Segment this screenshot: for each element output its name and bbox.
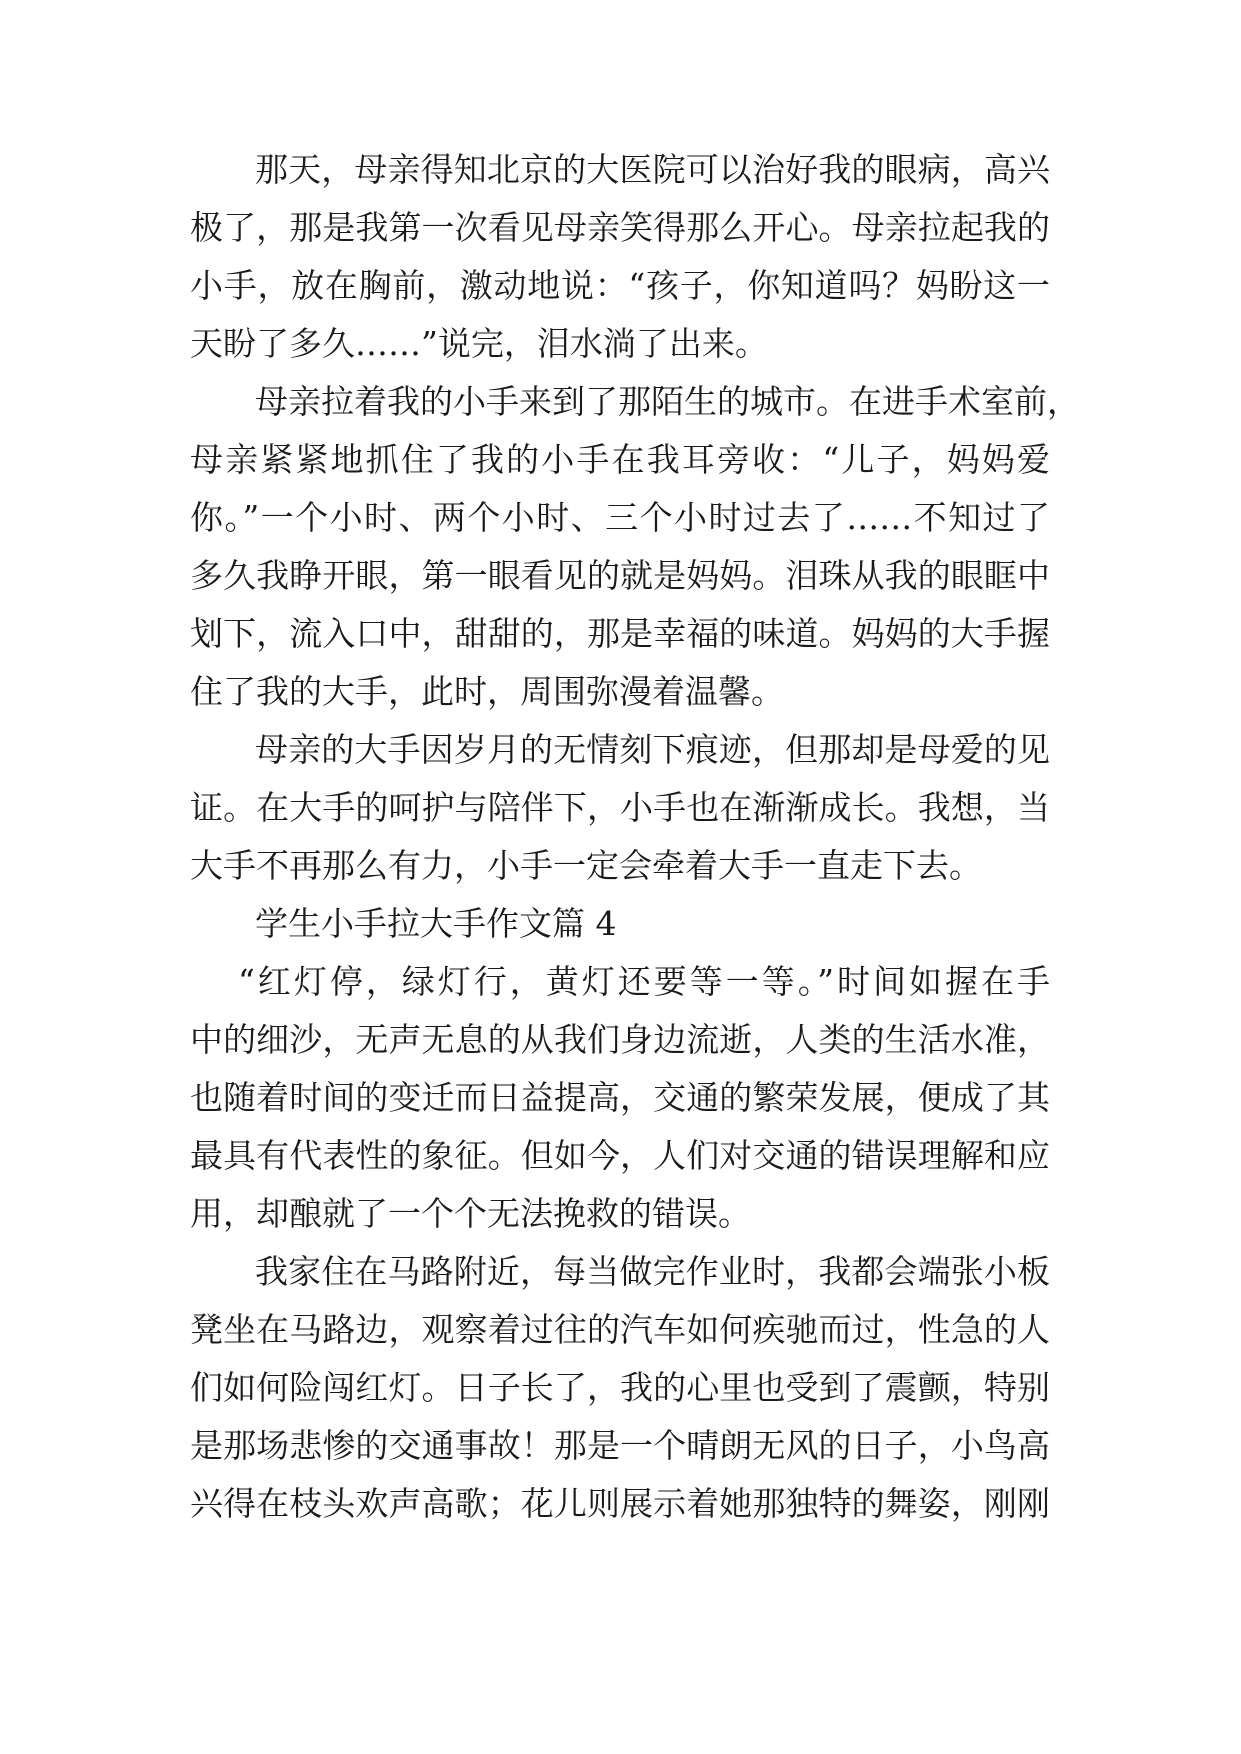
paragraph-line: 最具有代表性的象征。但如今，人们对交通的错误理解和应 — [190, 1136, 1050, 1175]
paragraph-line: 兴得在枝头欢声高歌；花儿则展示着她那独特的舞姿，刚刚 — [190, 1484, 1050, 1523]
paragraph-line: 你。”一个小时、两个小时、三个小时过去了……不知过了 — [190, 498, 1050, 537]
paragraph-line: “红灯停，绿灯行，黄灯还要等一等。”时间如握在手 — [238, 962, 1050, 1001]
section-heading: 学生小手拉大手作文篇 4 — [255, 904, 617, 943]
paragraph-line: 们如何险闯红灯。日子长了，我的心里也受到了震颤，特别 — [190, 1368, 1050, 1407]
paragraph-line: 多久我睁开眼，第一眼看见的就是妈妈。泪珠从我的眼眶中 — [190, 556, 1050, 595]
paragraph-line: 用，却酿就了一个个无法挽救的错误。 — [190, 1194, 751, 1233]
paragraph-line: 也随着时间的变迁而日益提高，交通的繁荣发展，便成了其 — [190, 1078, 1050, 1117]
paragraph-line: 天盼了多久……”说完，泪水淌了出来。 — [190, 324, 768, 363]
paragraph-line: 母亲的大手因岁月的无情刻下痕迹，但那却是母爱的见 — [255, 730, 1050, 769]
paragraph-line: 母亲紧紧地抓住了我的小手在我耳旁收：“儿子，妈妈爱 — [190, 440, 1050, 479]
paragraph-line: 凳坐在马路边，观察着过往的汽车如何疾驰而过，性急的人 — [190, 1310, 1050, 1349]
paragraph-line: 我家住在马路附近，每当做完作业时，我都会端张小板 — [255, 1252, 1050, 1291]
paragraph-line: 母亲拉着我的小手来到了那陌生的城市。在进手术室前， — [255, 382, 1080, 421]
paragraph-line: 划下，流入口中，甜甜的，那是幸福的味道。妈妈的大手握 — [190, 614, 1050, 653]
paragraph-line: 大手不再那么有力，小手一定会牵着大手一直走下去。 — [190, 846, 982, 885]
paragraph-line: 证。在大手的呵护与陪伴下，小手也在渐渐成长。我想，当 — [190, 788, 1050, 827]
paragraph-line: 极了，那是我第一次看见母亲笑得那么开心。母亲拉起我的 — [190, 208, 1050, 247]
paragraph-line: 那天，母亲得知北京的大医院可以治好我的眼病，高兴 — [255, 150, 1050, 189]
paragraph-line: 是那场悲惨的交通事故！那是一个晴朗无风的日子，小鸟高 — [190, 1426, 1050, 1465]
paragraph-line: 小手，放在胸前，激动地说：“孩子，你知道吗？妈盼这一 — [190, 266, 1050, 305]
paragraph-line: 中的细沙，无声无息的从我们身边流逝，人类的生活水准， — [190, 1020, 1050, 1059]
paragraph-line: 住了我的大手，此时，周围弥漫着温馨。 — [190, 672, 784, 711]
